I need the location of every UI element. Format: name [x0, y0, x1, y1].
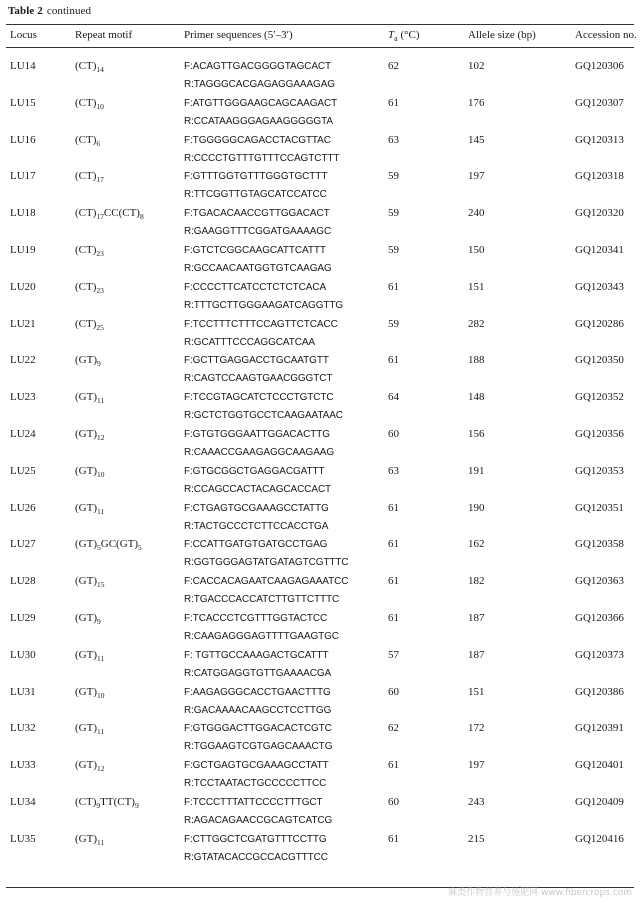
table-row [0, 755, 640, 792]
accession-cell: GQ120306 [575, 60, 624, 72]
forward-primer: F:CTGAGTGCGAAAGCCTATTG [184, 502, 329, 514]
reverse-primer: R:TACTGCCCTCTTCCACCTGA [184, 520, 329, 532]
repeat-motif-cell: $(GT)_9$ [75, 354, 101, 369]
header-accession: Accession no. [575, 29, 637, 41]
header-locus: Locus [10, 29, 37, 41]
table-row [0, 498, 640, 535]
table-row [0, 608, 640, 645]
table-row [0, 829, 640, 866]
forward-primer: F:GTGCGGCTGAGGACGATTT [184, 465, 325, 477]
forward-primer: F:TCCTTTCTTTCCAGTTCTCACC [184, 318, 338, 330]
reverse-primer: R:GCTCTGGTGCCTCAAGAATAAC [184, 410, 343, 422]
primer-cell [184, 796, 332, 832]
repeat-motif-cell: $(CT)_{17}CC(CT)_8$ [75, 207, 144, 222]
locus-cell: LU26 [10, 501, 36, 514]
locus-cell: LU28 [10, 575, 36, 588]
table-row [0, 387, 640, 424]
forward-primer: F:GCTGAGTGCGAAAGCCTATT [184, 760, 329, 772]
annealing-temp-cell: 63 [388, 464, 399, 477]
primer-cell [184, 722, 332, 758]
reverse-primer: R:GGTGGGAGTATGATAGTCGTTTC [184, 557, 349, 569]
accession-cell: GQ120341 [575, 243, 624, 256]
locus-cell: LU33 [10, 759, 36, 772]
repeat-motif-cell: $(GT)_{12}$ [75, 427, 105, 443]
forward-primer: F:ATGTTGGGAAGCAGCAAGACT [184, 97, 338, 109]
annealing-temp-cell: 62 [388, 722, 399, 735]
annealing-temp-cell: 61 [388, 354, 399, 367]
reverse-primer: R:GCCAACAATGGTGTCAAGAG [184, 262, 332, 274]
locus-cell: LU17 [10, 170, 36, 183]
table-row [0, 314, 640, 351]
forward-primer: F:GTTTGGTGTTTGGGTGCTTT [184, 171, 328, 183]
locus-cell: LU29 [10, 611, 36, 624]
reverse-primer: R:TGGAAGTCGTGAGCAAACTG [184, 741, 333, 753]
primer-cell [184, 170, 327, 206]
locus-cell: LU19 [10, 243, 36, 256]
allele-size-cell: 145 [468, 133, 485, 146]
table-body [0, 56, 640, 866]
forward-primer: F:AAGAGGGCACCTGAACTTTG [184, 686, 331, 698]
forward-primer: F:CTTGGCTCGATGTTTCCTTG [184, 833, 327, 845]
annealing-temp-cell: 59 [388, 243, 399, 256]
primer-cell [184, 281, 343, 317]
forward-primer: F:TGACACAACCGTTGGACACT [184, 208, 330, 220]
annealing-temp-cell: 59 [388, 207, 399, 220]
forward-primer: F:CCCCTTCATCCTCTCTCACA [184, 281, 327, 293]
table-row [0, 350, 640, 387]
primer-cell [184, 354, 332, 390]
annealing-temp-cell: 61 [388, 611, 399, 624]
locus-cell: LU34 [10, 795, 36, 808]
reverse-primer: R:CCATAAGGGAGAAGGGGGTA [184, 115, 333, 127]
accession-cell: GQ120353 [575, 464, 624, 477]
annealing-temp-cell: 60 [388, 795, 399, 808]
annealing-temp-cell: 62 [388, 60, 399, 72]
allele-size-cell: 172 [468, 722, 485, 735]
locus-cell: LU20 [10, 280, 36, 293]
allele-size-cell: 191 [468, 464, 485, 477]
forward-primer: F:GCTTGAGGACCTGCAATGTT [184, 355, 329, 367]
locus-cell: LU14 [10, 60, 36, 72]
repeat-motif-cell: $(GT)_{10}$ [75, 685, 105, 700]
table-row [0, 277, 640, 314]
repeat-motif-cell: $(GT)_{15}$ [75, 575, 105, 590]
caption-label: Table 2 [8, 5, 43, 17]
primer-cell [184, 465, 331, 501]
locus-cell: LU16 [10, 133, 36, 146]
allele-size-cell: 197 [468, 759, 485, 772]
repeat-motif-cell: $(GT)_5GC(GT)_5$ [75, 538, 142, 553]
allele-size-cell: 188 [468, 354, 485, 367]
reverse-primer: R:TTTGCTTGGGAAGATCAGGTTG [184, 299, 344, 311]
reverse-primer: R:TAGGGCACGAGAGGAAAGAG [184, 79, 335, 90]
accession-cell: GQ120351 [575, 501, 624, 514]
allele-size-cell: 215 [468, 832, 485, 845]
forward-primer: F:CCATTGATGTGATGCCTGAG [184, 539, 328, 551]
locus-cell: LU25 [10, 464, 36, 477]
header-repeat-motif: Repeat motif [75, 29, 133, 41]
reverse-primer: R:CAAACCGAAGAGGCAAGAAG [184, 446, 335, 458]
repeat-motif-cell: $(CT)_{23}$ [75, 280, 104, 295]
annealing-temp-cell: 59 [388, 317, 399, 330]
accession-cell: GQ120286 [575, 317, 624, 330]
reverse-primer: R:TCCTAATACTGCCCCCTTCC [184, 778, 327, 790]
locus-cell: LU35 [10, 832, 36, 845]
accession-cell: GQ120352 [575, 391, 624, 404]
reverse-primer: R:CCCCTGTTTGTTTCCAGTCTTT [184, 152, 340, 164]
primer-cell [184, 244, 332, 280]
table-row [0, 792, 640, 829]
annealing-temp-cell: 57 [388, 648, 399, 661]
annealing-temp-cell: 59 [388, 170, 399, 183]
watermark: 麻类作物营养与施肥网 www.fibercrops.com [448, 888, 632, 898]
table-row [0, 240, 640, 277]
locus-cell: LU30 [10, 648, 36, 661]
annealing-temp-cell: 63 [388, 133, 399, 146]
locus-cell: LU18 [10, 207, 36, 220]
reverse-primer: R:GCATTTCCCAGGCATCAA [184, 336, 315, 348]
allele-size-cell: 182 [468, 575, 485, 588]
reverse-primer: R:TTCGGTTGTAGCATCCATCC [184, 189, 327, 201]
table-row [0, 571, 640, 608]
repeat-motif-cell: $(GT)_9$ [75, 611, 101, 627]
forward-primer: F: TGTTGCCAAAGACTGCATTT [184, 649, 329, 661]
repeat-motif-cell: $(CT)_9TT(CT)_9$ [75, 795, 139, 811]
primer-cell [184, 134, 339, 170]
accession-cell: GQ120313 [575, 133, 624, 146]
repeat-motif-cell: $(GT)_{11}$ [75, 832, 105, 847]
table-row [0, 461, 640, 498]
header-annealing-temp: $T_a$ (°C) [388, 29, 420, 44]
locus-cell: LU24 [10, 427, 36, 440]
forward-primer: F:TCCCTTTATTCCCCTTTGCT [184, 796, 323, 808]
table-row [0, 534, 640, 571]
accession-cell: GQ120350 [575, 354, 624, 367]
reverse-primer: R:CATGGAGGTGTTGAAAACGA [184, 667, 332, 679]
accession-cell: GQ120307 [575, 96, 624, 109]
accession-cell: GQ120373 [575, 648, 624, 661]
table-row [0, 203, 640, 240]
header-rule [6, 47, 634, 48]
allele-size-cell: 197 [468, 170, 485, 183]
allele-size-cell: 187 [468, 648, 485, 661]
allele-size-cell: 243 [468, 795, 485, 808]
reverse-primer: R:CAGTCCAAGTGAACGGGTCT [184, 373, 333, 385]
accession-cell: GQ120363 [575, 575, 624, 588]
forward-primer: F:GTGGGACTTGGACACTCGTC [184, 723, 332, 735]
repeat-motif-cell: $(CT)_{17}$ [75, 170, 104, 185]
primer-cell [184, 649, 331, 685]
repeat-motif-cell: $(CT)_{10}$ [75, 96, 104, 111]
table-row [0, 93, 640, 130]
reverse-primer: R:CCAGCCACTACAGCACCACT [184, 483, 332, 495]
reverse-primer: R:CAAGAGGGAGTTTTGAAGTGC [184, 630, 339, 642]
table-row [0, 645, 640, 682]
forward-primer: F:TCCGTAGCATCTCCCTGTCTC [184, 392, 334, 404]
table-caption [8, 5, 91, 17]
table-row [0, 166, 640, 203]
reverse-primer: R:GAAGGTTTCGGATGAAAAGC [184, 226, 332, 238]
allele-size-cell: 156 [468, 427, 485, 440]
allele-size-cell: 176 [468, 96, 485, 109]
table-header [0, 29, 640, 45]
caption-suffix: continued [46, 5, 92, 17]
accession-cell: GQ120366 [575, 611, 624, 624]
forward-primer: F:GTGTGGGAATTGGACACTTG [184, 428, 330, 440]
locus-cell: LU15 [10, 96, 36, 109]
locus-cell: LU32 [10, 722, 36, 735]
forward-primer: F:GTCTCGGCAAGCATTCATTT [184, 244, 326, 256]
repeat-motif-cell: $(CT)_{25}$ [75, 317, 104, 332]
annealing-temp-cell: 60 [388, 685, 399, 698]
annealing-temp-cell: 61 [388, 538, 399, 551]
allele-size-cell: 187 [468, 611, 485, 624]
forward-primer: F:ACAGTTGACGGGGTAGCACT [184, 61, 332, 72]
primer-cell [184, 97, 337, 133]
locus-cell: LU23 [10, 391, 36, 404]
repeat-motif-cell: $(GT)_{12}$ [75, 759, 105, 774]
primer-cell [184, 391, 343, 427]
allele-size-cell: 240 [468, 207, 485, 220]
forward-primer: F:CACCACAGAATCAAGAGAAATCC [184, 576, 349, 588]
accession-cell: GQ120409 [575, 795, 624, 808]
allele-size-cell: 162 [468, 538, 485, 551]
allele-size-cell: 190 [468, 501, 485, 514]
top-rule [6, 24, 634, 25]
accession-cell: GQ120356 [575, 427, 624, 440]
allele-size-cell: 148 [468, 391, 485, 404]
accession-cell: GQ120358 [575, 538, 624, 551]
primer-cell [184, 538, 349, 574]
reverse-primer: R:GACAAAACAAGCCTCCTTGG [184, 704, 332, 716]
annealing-temp-cell: 61 [388, 832, 399, 845]
forward-primer: F:TGGGGGCAGACCTACGTTAC [184, 134, 331, 146]
repeat-motif-cell: $(GT)_{11}$ [75, 722, 105, 737]
primer-cell [184, 318, 338, 354]
table-row [0, 682, 640, 719]
reverse-primer: R:GTATACACCGCCACGTTTCC [184, 851, 328, 863]
accession-cell: GQ120320 [575, 207, 624, 220]
header-primer-sequences: Primer sequences (5′–3′) [184, 29, 293, 41]
accession-cell: GQ120343 [575, 280, 624, 293]
primer-cell [184, 759, 329, 795]
annealing-temp-cell: 61 [388, 501, 399, 514]
allele-size-cell: 151 [468, 685, 485, 698]
annealing-temp-cell: 61 [388, 96, 399, 109]
annealing-temp-cell: 61 [388, 280, 399, 293]
annealing-temp-cell: 61 [388, 759, 399, 772]
accession-cell: GQ120401 [575, 759, 624, 772]
primer-cell [184, 207, 331, 243]
repeat-motif-cell: $(GT)_{11}$ [75, 648, 105, 663]
locus-cell: LU27 [10, 538, 36, 551]
primer-cell [184, 833, 328, 869]
accession-cell: GQ120416 [575, 832, 624, 845]
repeat-motif-cell: $(GT)_{11}$ [75, 391, 105, 406]
primer-cell [184, 575, 348, 611]
repeat-motif-cell: $(CT)_6$ [75, 133, 101, 148]
primer-cell [184, 612, 339, 648]
repeat-motif-cell: $(GT)_{11}$ [75, 501, 105, 516]
accession-cell: GQ120386 [575, 685, 624, 698]
repeat-motif-cell: $(GT)_{10}$ [75, 464, 105, 479]
annealing-temp-cell: 61 [388, 575, 399, 588]
table-row [0, 130, 640, 167]
primer-cell [184, 428, 334, 464]
reverse-primer: R:TGACCCACCATCTTGTTCTTTC [184, 594, 340, 606]
accession-cell: GQ120318 [575, 170, 624, 183]
primer-cell [184, 686, 331, 722]
locus-cell: LU21 [10, 317, 36, 330]
table-row [0, 424, 640, 461]
locus-cell: LU31 [10, 685, 36, 698]
primer-cell [184, 60, 335, 96]
allele-size-cell: 150 [468, 243, 485, 256]
allele-size-cell: 102 [468, 60, 485, 72]
forward-primer: F:TCACCCTCGTTTGGTACTCC [184, 612, 328, 624]
repeat-motif-cell: $(CT)_{14}$ [75, 60, 104, 75]
annealing-temp-cell: 60 [388, 427, 399, 440]
allele-size-cell: 151 [468, 280, 485, 293]
header-allele-size: Allele size (bp) [468, 29, 536, 41]
locus-cell: LU22 [10, 354, 36, 367]
table-row [0, 56, 640, 93]
repeat-motif-cell: $(CT)_{23}$ [75, 243, 104, 259]
table-row [0, 718, 640, 755]
accession-cell: GQ120391 [575, 722, 624, 735]
allele-size-cell: 282 [468, 317, 485, 330]
primer-cell [184, 502, 329, 538]
annealing-temp-cell: 64 [388, 391, 399, 404]
reverse-primer: R:AGACAGAACCGCAGTCATCG [184, 814, 333, 826]
